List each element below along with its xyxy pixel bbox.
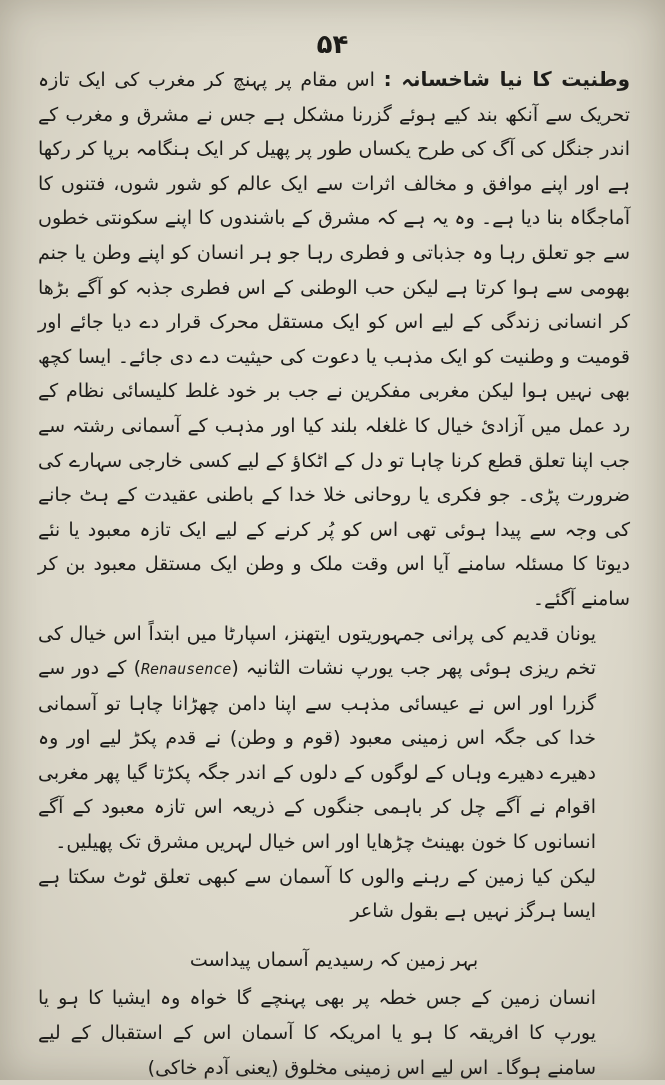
- paragraph-2-text-a: یونان قدیم کی پرانی جمہوریتوں ایتھنز، اسپارٹا میں ابتداً اس خیال کی تخم ریزی ہوئی پھر جب یورپ نشات الثانیہ (: [38, 622, 596, 680]
- verse-line: بہر زمین کہ رسیدیم آسماں پیداست: [189, 948, 479, 971]
- paragraph-3: لیکن کیا زمین کے رہنے والوں کا آسمان سے کبھی تعلق ٹوٹ سکتا ہے ایسا ہرگز نہیں ہے بقول شاعر: [38, 865, 596, 923]
- latin-term: Renausence: [141, 660, 232, 679]
- paragraph-2: [38, 617, 630, 860]
- paragraph-1-text: اس مقام پر پہنچ کر مغرب کی ایک تازہ تحریک سے آنکھ بند کیے ہوئے گزرنا مشکل ہے جس نے مشرق و مغرب کے اندر جنگل کی آگ کی طرح یکساں طور پر پھیل کر ایک ہنگامہ برپا کر رکھا ہے اور اپنے موافق و مخالف اثرات سے ایک عالم کو شور شوں، فتنوں کا آماجگاہ بنا دیا ہے۔ وہ یہ ہے کہ مشرق کے باشندوں کا اپنے سکونتی خطوں سے جو تعلق رہا وہ جذباتی و فطری رہا جو ہر انسان کو اپنے وطن یا جنم بھومی سے ہوا کرتا ہے لیکن حب الوطنی کے اس فطری جذبہ کو آگے بڑھا کر انسانی زندگی کے لیے اس کو ایک مستقل محرک قرار دے دیا جائے اور قومیت و وطنیت کو ایک مذہب یا دعوت کی حیثیت دے دی جائے۔ ایسا کچھ بھی نہیں ہوا لیکن مغربی مفکرین نے جب بر خود غلط کلیسائی نظام کے رد عمل میں آزادیٔ خیال کا غلغلہ بلند کیا اور مذہب کے آسمانی رشتہ سے جب اپنا تعلق قطع کرنا چاہا تو دل کے اٹکاؤ کے لیے کسی خارجی سہارے کی ضرورت پڑی۔ جو فکری یا روحانی خلا خدا کے باطنی عقیدت کے ہٹ جانے کی وجہ سے پیدا ہوئی تھی اس کو پُر کرنے کے لیے ایک تازہ معبود یا نئے دیوتا کا مسئلہ سامنے آیا اس وقت ملک و وطن ایک مستقل معبود بن کر سامنے آگئے۔: [38, 69, 630, 610]
- paragraph-1: [38, 62, 630, 617]
- section-heading: وطنیت کا نیا شاخسانہ :: [383, 67, 630, 91]
- paragraph-4: انسان زمین کے جس خطہ پر بھی پہنچے گا خواہ وہ ایشیا کا ہو یا یورپ کا افریقہ کا ہو یا امریکہ کا آسمان اس کے استقبال کے لیے سامنے ہوگا۔ اس لیے اس زمینی مخلوق (یعنی آدم خاکی): [38, 987, 596, 1079]
- paragraph-2-text-b: ) کے دور سے گزرا اور اس نے عیسائی مذہب سے اپنا دامن چھڑانا چاہا تو آسمانی خدا کی جگہ اس زمینی معبود (قوم و وطن) نے قدم پکڑ لیے اور وہ دھیرے دھیرے وہاں کے لوگوں کے دلوں کے اندر جگہ پکڑتا گیا پھر مغربی اقوام نے آگے چل کر باہمی جنگوں کے ذریعہ اس تازہ معبود کے آگے انسانوں کا خون بھینٹ چڑھایا اور اس خیال لہریں مشرق تک پھیلیں۔: [38, 657, 596, 854]
- page-number: ۵۴: [316, 30, 349, 60]
- page-body: [38, 62, 630, 1085]
